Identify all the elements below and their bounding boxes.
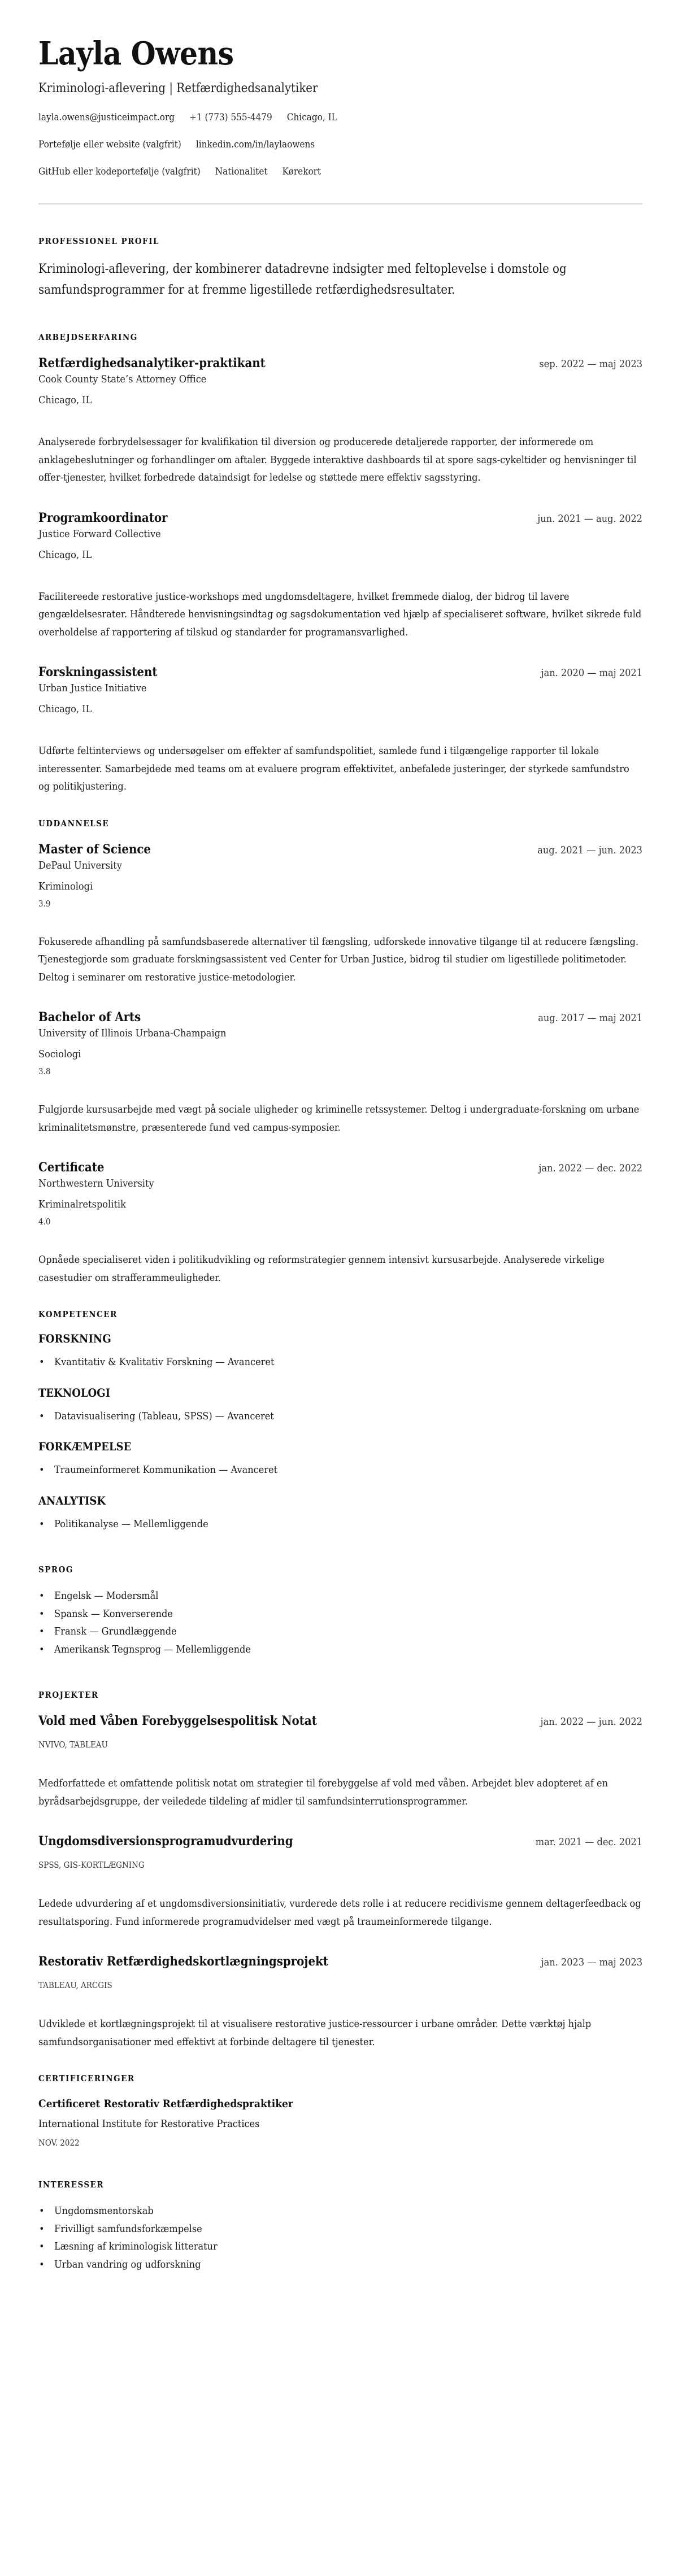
employer: Cook County State’s Attorney Office	[38, 373, 207, 385]
degree: Certificate	[38, 1160, 105, 1175]
employer: Justice Forward Collective	[38, 528, 161, 540]
section-title: PROFESSIONEL PROFIL	[38, 236, 160, 246]
skill-list	[38, 1353, 642, 1371]
school: DePaul University	[38, 859, 122, 871]
languages-section	[38, 1564, 642, 1658]
education-description: Fulgjorde kursusarbejde med vægt på sociale uligheder og kriminelle retssystemer. Deltog i undergraduate-forskning om urbane kriminalitetsmønstre, præsenterede fund ved campus-symposier.	[38, 1104, 640, 1134]
language-item: • Fransk — Grundlæggende	[38, 1623, 642, 1641]
field-of-study: Sociologi	[38, 1048, 81, 1060]
education-entry	[38, 1159, 642, 1287]
contact-row	[38, 111, 642, 124]
entry-header	[38, 1833, 642, 1850]
skill-list	[38, 1461, 642, 1479]
certification-date: NOV. 2022	[38, 2138, 80, 2148]
contact-row	[38, 138, 642, 151]
skill-category: FORKÆMPELSE	[38, 1440, 132, 1453]
nationality: Nationalitet	[215, 166, 268, 177]
gpa: 3.9	[38, 898, 51, 909]
education-description: Opnåede specialiseret viden i politikudvikling og reformstrategier gennem intensivt kursusarbejde. Analyserede virkelige casestudier om strafferammeuligheder.	[38, 1254, 605, 1284]
job-location: Chicago, IL	[38, 394, 92, 406]
language-item: • Amerikansk Tegnsprog — Mellemliggende	[38, 1641, 642, 1659]
project-tools: NVIVO, TABLEAU	[38, 1740, 108, 1750]
school: Northwestern University	[38, 1178, 154, 1189]
project-entry	[38, 1833, 642, 1930]
location: Chicago, IL	[286, 112, 337, 123]
project-tools: TABLEAU, ARCGIS	[38, 1980, 112, 1990]
project-description: Ledede udvurdering af et ungdomsdiversionsinitiativ, vurderede dets rolle i at reducere recidivisme gennem deltagerfeedback og resultatsporing. Fund informerede programudvidelser med vægt på traumeinformerede tilgange.	[38, 1898, 641, 1928]
linkedin-link[interactable]: linkedin.com/in/laylaowens	[195, 139, 315, 150]
language-item: • Engelsk — Modersmål	[38, 1587, 642, 1605]
entry-header	[38, 1159, 642, 1176]
project-dates: jan. 2022 — jun. 2022	[540, 1716, 642, 1728]
project-title: Ungdomsdiversionsprogramudvurdering	[38, 1834, 293, 1849]
github-link[interactable]: GitHub eller kodeportefølje (valgfrit)	[38, 166, 201, 177]
portfolio-link[interactable]: Portefølje eller website (valgfrit)	[38, 139, 181, 150]
candidate-name: Layla Owens	[38, 35, 234, 72]
skills-section	[38, 1309, 642, 1533]
project-dates: jan. 2023 — maj 2023	[541, 1956, 642, 1968]
job-title: Retfærdighedsanalytiker-praktikant	[38, 356, 266, 371]
certification-issuer: International Institute for Restorative Practices	[38, 2118, 260, 2130]
employer: Urban Justice Initiative	[38, 682, 147, 694]
project-description: Medforfattede et omfattende politisk notat om strategier til forebyggelse af vold med våben. Arbejdet blev adopteret af en byrådsarbejdsgruppe, der veiledede tildeling af midler til samfundsinterrutionsprogrammer.	[38, 1777, 609, 1807]
skill-item: • Traumeinformeret Kommunikation — Avanceret	[38, 1461, 642, 1479]
job-location: Chicago, IL	[38, 548, 92, 561]
gpa: 3.8	[38, 1066, 51, 1076]
job-description: Facilitereede restorative justice-workshops med ungdomsdeltagere, hvilket fremmede dialog, der bidrog til lavere gengældelsesrater. Håndterede henvisningsindtag og sagsdokumentation ved hjælp af specialiseret software, hvilket sikrede fuld overholdelse af rapportering af tilskud og standarder for programansvarlighed.	[38, 590, 642, 638]
experience-entry	[38, 355, 642, 487]
drivers-license: Kørekort	[282, 166, 321, 177]
skill-list	[38, 1515, 642, 1533]
job-dates: jan. 2020 — maj 2021	[541, 667, 642, 679]
interests-section	[38, 2180, 642, 2273]
candidate-headline: Kriminologi-aflevering | Retfærdighedsanalytiker	[38, 81, 318, 95]
section-title: UDDANNELSE	[38, 818, 110, 829]
education-section	[38, 818, 642, 1287]
project-dates: mar. 2021 — dec. 2021	[535, 1836, 642, 1848]
profile-section	[38, 236, 642, 300]
education-entry	[38, 841, 642, 987]
certification-title: Certificeret Restorativ Retfærdighedspraktiker	[38, 2098, 293, 2110]
certification-entry	[38, 2096, 642, 2148]
contact-row	[38, 165, 642, 178]
job-title: Forskningassistent	[38, 665, 158, 679]
entry-header	[38, 509, 642, 526]
project-entry	[38, 1953, 642, 2051]
entry-header	[38, 355, 642, 372]
section-title: CERTIFICERINGER	[38, 2073, 135, 2084]
email-link[interactable]: layla.owens@justiceimpact.org	[38, 112, 175, 123]
skill-list	[38, 1407, 642, 1426]
skill-category: FORSKNING	[38, 1332, 111, 1345]
skill-category: TEKNOLOGI	[38, 1385, 110, 1400]
education-entry	[38, 1009, 642, 1136]
skill-item: • Datavisualisering (Tableau, SPSS) — Avanceret	[38, 1407, 642, 1426]
experience-entry	[38, 664, 642, 796]
job-title: Programkoordinator	[38, 510, 168, 525]
skill-category: ANALYTISK	[38, 1493, 106, 1507]
gpa: 4.0	[38, 1217, 51, 1227]
entry-header	[38, 1953, 642, 1970]
section-title: SPROG	[38, 1564, 73, 1575]
field-of-study: Kriminalretspolitik	[38, 1198, 126, 1210]
section-title: PROJEKTER	[38, 1690, 99, 1700]
skill-item: • Politikanalyse — Mellemliggende	[38, 1515, 642, 1533]
degree: Master of Science	[38, 842, 151, 857]
profile-summary: Kriminologi-aflevering, der kombinerer datadrevne indsigter med feltoplevelse i domstole og samfundsprogrammer for at fremme ligestillede retfærdighedsresultater.	[38, 262, 567, 297]
education-dates: aug. 2021 — jun. 2023	[537, 844, 642, 856]
school: University of Illinois Urbana-Champaign	[38, 1027, 227, 1039]
interest-item: • Ungdomsmentorskab	[38, 2202, 642, 2220]
section-title: ARBEJDSERFARING	[38, 332, 138, 342]
projects-section	[38, 1690, 642, 2051]
degree: Bachelor of Arts	[38, 1010, 141, 1025]
experience-section	[38, 332, 642, 796]
entry-header	[38, 664, 642, 681]
job-location: Chicago, IL	[38, 703, 92, 715]
job-dates: sep. 2022 — maj 2023	[539, 358, 642, 370]
education-description: Fokuserede afhandling på samfundsbaserede alternativer til fængsling, udforskede innovative tilgange til at reducere fængsling. Tjenestegjorde som graduate forskningsassistent ved Center for Urban Justice, bidrog til studier om ligestillede politimetoder. Deltog i seminarer om restorative justice-metodologier.	[38, 935, 639, 983]
section-title: KOMPETENCER	[38, 1309, 118, 1319]
project-title: Vold med Våben Forebyggelsespolitisk Notat	[38, 1714, 317, 1728]
interest-item: • Urban vandring og udforskning	[38, 2256, 642, 2274]
skill-item: • Kvantitativ & Kvalitativ Forskning — Avanceret	[38, 1353, 642, 1371]
project-description: Udviklede et kortlægningsprojekt til at visualisere restorative justice-ressourcer i urbane områder. Dette værktøj hjalp samfundsorganisationer med effektivt at forbinde deltagere til tjenester.	[38, 2018, 592, 2048]
phone: +1 (773) 555-4479	[189, 112, 272, 123]
certifications-section	[38, 2073, 642, 2148]
education-dates: jan. 2022 — dec. 2022	[538, 1162, 642, 1174]
project-title: Restorativ Retfærdighedskortlægningsprojekt	[38, 1954, 328, 1969]
job-dates: jun. 2021 — aug. 2022	[537, 512, 642, 525]
language-item: • Spansk — Konverserende	[38, 1605, 642, 1623]
experience-entry	[38, 509, 642, 642]
job-description: Udførte feltinterviews og undersøgelser om effekter af samfundspolitiet, samlede fund i tilgængelige rapporter til lokale interessenter. Samarbejdede med teams om at evaluere program effektivitet, anbefalede justeringer, der styrkede samfundstro og politikjustering.	[38, 745, 629, 792]
header-divider	[38, 203, 642, 204]
interest-item: • Frivilligt samfundsforkæmpelse	[38, 2220, 642, 2238]
section-title: INTERESSER	[38, 2180, 105, 2190]
education-dates: aug. 2017 — maj 2021	[538, 1012, 642, 1024]
entry-header	[38, 1712, 642, 1729]
entry-header	[38, 841, 642, 858]
entry-header	[38, 1009, 642, 1026]
field-of-study: Kriminologi	[38, 880, 93, 892]
interest-item: • Læsning af kriminologisk litteratur	[38, 2238, 642, 2256]
job-description: Analyserede forbrydelsessager for kvalifikation til diversion og producerede detaljerede rapporter, der informerede om anklagebeslutninger og forhandlinger om aftaler. Byggede interaktive dashboards til at spore sags-cykeltider og henvisninger til offer-tjenester, hvilket forbedrede dataindsigt for ledelse og støttede mere effektiv sagsstyring.	[38, 436, 637, 483]
resume-header	[38, 35, 642, 178]
project-entry	[38, 1712, 642, 1810]
project-tools: SPSS, GIS-KORTLÆGNING	[38, 1860, 145, 1870]
